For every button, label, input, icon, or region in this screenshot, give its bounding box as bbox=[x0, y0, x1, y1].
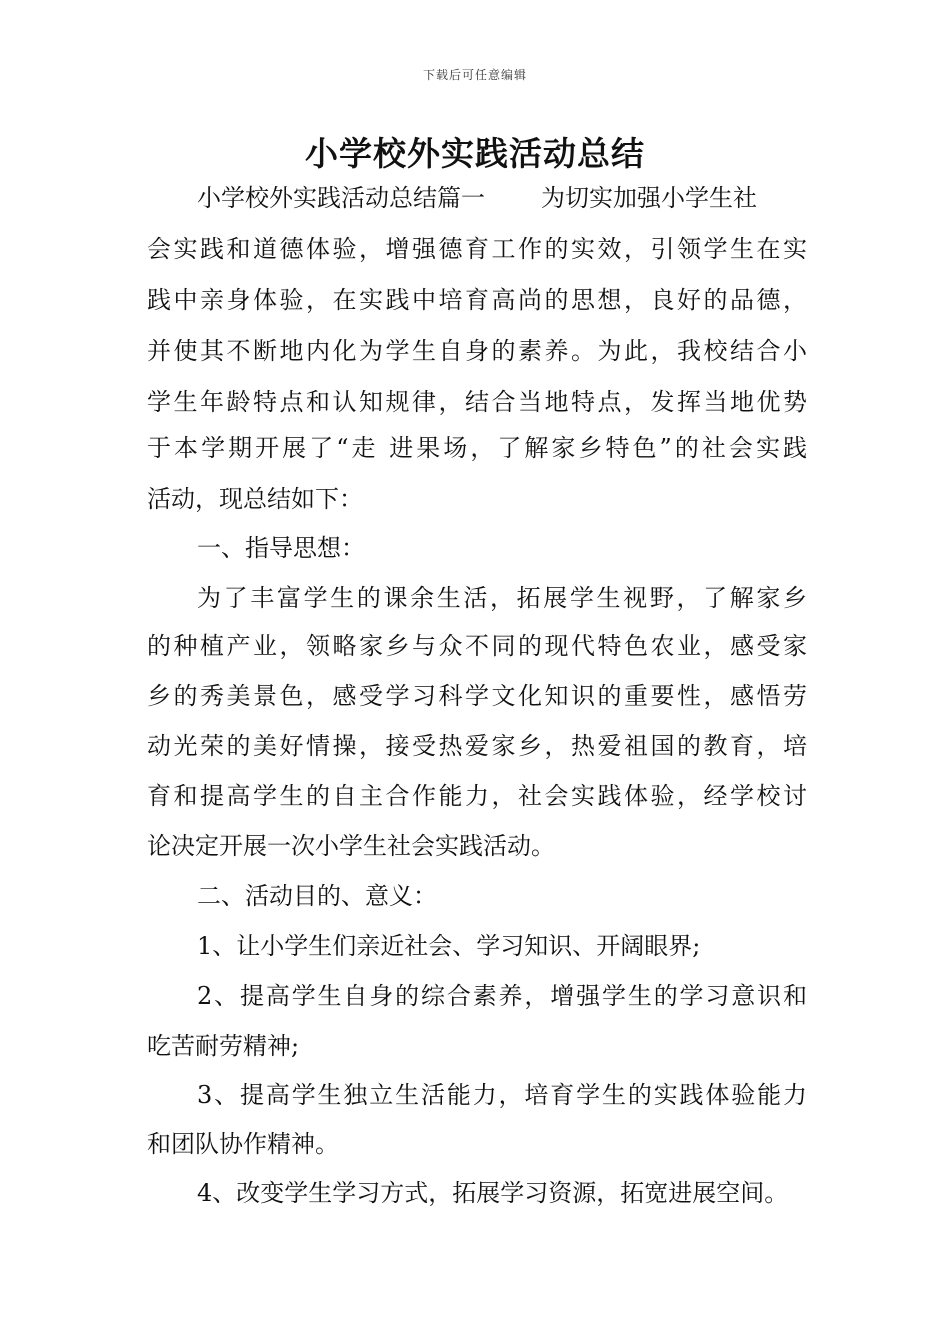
list-item: 4、改变学生学习方式，拓展学习资源，拓宽进展空间。 bbox=[197, 1179, 789, 1207]
paragraph-line: 活动，现总结如下： bbox=[147, 485, 363, 513]
header-note: 下载后可任意编辑 bbox=[422, 68, 527, 82]
paragraph-line: 于本学期开展了“走 进果场，了解家乡特色”的社会实践 bbox=[147, 434, 807, 462]
paragraph-line: 并使其不断地内化为学生自身的素养。为此，我校结合小 bbox=[147, 337, 807, 365]
list-item-continuation: 吃苦耐劳精神; bbox=[147, 1032, 300, 1060]
paragraph-line: 会实践和道德体验，增强德育工作的实效，引领学生在实 bbox=[147, 235, 807, 263]
paragraph-line: 践中亲身体验，在实践中培育高尚的思想，良好的品德， bbox=[147, 286, 807, 314]
paragraph-line: 论决定开展一次小学生社会实践活动。 bbox=[147, 832, 555, 860]
section-heading: 二、活动目的、意义： bbox=[197, 882, 437, 910]
paragraph-line: 为了丰富学生的课余生活，拓展学生视野，了解家乡 bbox=[197, 584, 807, 612]
section-heading: 小学校外实践活动总结篇一 bbox=[197, 184, 485, 212]
paragraph-line bbox=[197, 180, 807, 216]
paragraph-line: 乡的秀美景色，感受学习科学文化知识的重要性，感悟劳 bbox=[147, 682, 807, 710]
list-item-continuation: 和团队协作精神。 bbox=[147, 1130, 339, 1158]
paragraph-text: 为切实加强小学生社 bbox=[541, 184, 757, 212]
document-title: 小学校外实践活动总结 bbox=[305, 134, 645, 173]
list-item: 3、提高学生独立生活能力，培育学生的实践体验能力 bbox=[197, 1081, 807, 1109]
paragraph-line: 学生年龄特点和认知规律，结合当地特点，发挥当地优势 bbox=[147, 388, 807, 416]
section-heading: 一、指导思想： bbox=[197, 534, 365, 562]
paragraph-line: 动光荣的美好情操，接受热爱家乡，热爱祖国的教育，培 bbox=[147, 732, 807, 760]
paragraph-line: 的种植产业，领略家乡与众不同的现代特色农业，感受家 bbox=[147, 632, 807, 660]
list-item: 2、提高学生自身的综合素养，增强学生的学习意识和 bbox=[197, 982, 807, 1010]
paragraph-line: 育和提高学生的自主合作能力，社会实践体验，经学校讨 bbox=[147, 782, 807, 810]
list-item: 1、让小学生们亲近社会、学习知识、开阔眼界; bbox=[197, 932, 701, 960]
